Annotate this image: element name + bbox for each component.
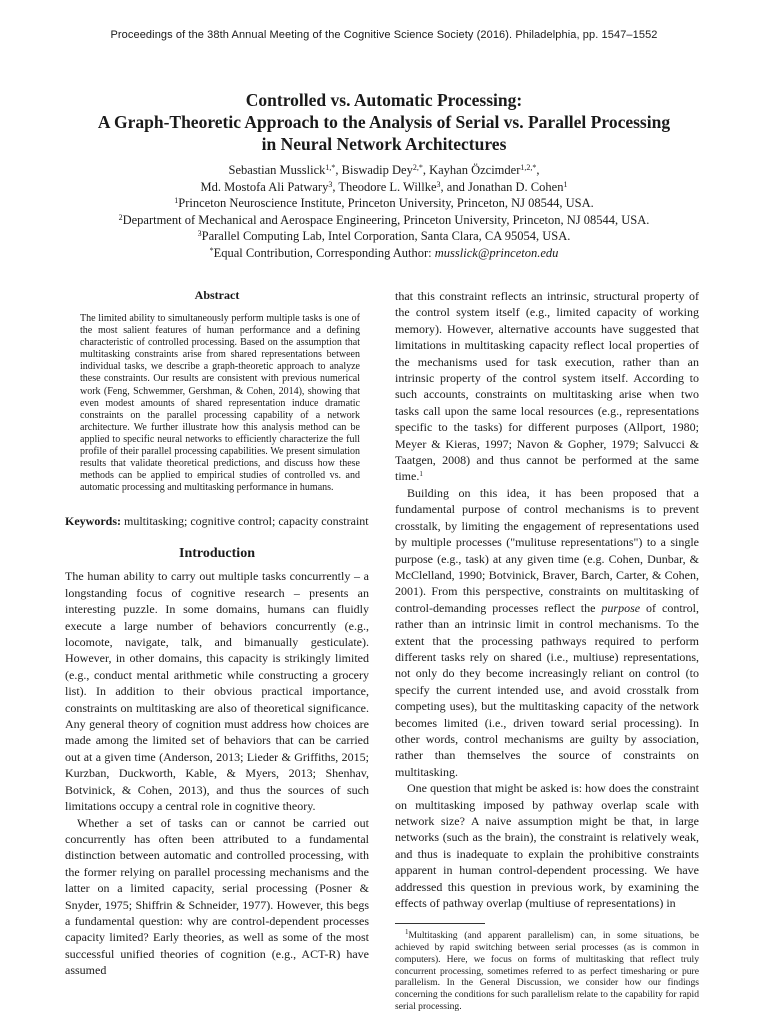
author-block [40,162,728,262]
keywords [65,513,369,529]
footnote [395,930,699,1012]
author-name: Sebastian Musslick [228,163,326,177]
author-name: Md. Mostofa Ali Patwary [200,179,329,194]
paragraph-text: of control, rather than an intrinsic limit in control mechanisms. To the extent that the processing pathways required to perform different tasks rely on shared (i.e., multiuse) representations, not only do they become increasingly reliant on control (to specify the current intended use, and avoid crosstalk from competing uses), but the multitasking capacity of the network becomes limited (i.e., driven toward serial processing). In other words, control mechanisms are guilty by association, rather than themselves the source of constraints on multitasking. [395,600,699,779]
right-column [395,288,699,1012]
affiliation-2 [40,212,728,229]
author-name: , Theodore L. Willke [332,179,437,194]
affiliation-text: Princeton Neuroscience Institute, Princeton University, Princeton, NJ 08544, USA. [178,196,594,211]
affiliation-marker: 3 [197,229,202,239]
abstract-text: The limited ability to simultaneously perform multiple tasks is one of the most salient features of human performance and a defining characteristic of controlled processing. Based on the assumption that multitasking constraints arise from shared representations between individual tasks, we describe a graph-theoretic approach to analyze these constraints. Our results are consistent with previous numerical work (Feng, Schwemmer, Gershman, & Cohen, 2014), showing that even modest amounts of shared representation induce dramatic constraints on the parallel processing capability of a network architecture. We further illustrate how this analysis method can be applied to specific neural networks to efficiently characterize the full profile of their parallel processing capabilities. We present simulation results that validate theoretical predictions, and discuss how these methods can be applied to empirical studies of controlled vs. and automatic processing and multitasking performance in humans. [80,313,360,494]
paragraph-text: Building on this idea, it has been proposed that a fundamental purpose of control mechanisms is to prevent crosstalk, by limiting the engagement of representations used by multiple processes ("mulituse representations") to a single purpose (e.g., task) at any given time (e.g. Cohen, Dunbar, & McClelland, 1990; Botvinick, Braver, Barch, Carter, & Cohen, 2001). From this perspective, constraints on multitasking of control-demanding processes reflect the [395,485,699,615]
corresponding-email: musslick@princeton.edu [434,245,559,260]
footnote-divider [395,923,485,924]
introduction-heading: Introduction [179,546,255,562]
author-affiliation-marker: 1 [563,179,568,189]
equal-contribution-text: Equal Contribution, Corresponding Author: [213,245,435,260]
author-name: , Biswadip Dey [335,163,413,177]
affiliation-marker: 1 [174,196,179,206]
proceedings-header: Proceedings of the 38th Annual Meeting of the Cognitive Science Society (2016). Philadelphia, pp. 1547–1552 [110,29,658,41]
author-line-2 [40,179,728,196]
affiliation-text: Department of Mechanical and Aerospace Engineering, Princeton University, Princeton, NJ 08544, USA. [122,212,650,227]
footnote-marker: 1 [419,470,423,479]
intro-paragraph-3 [395,288,699,485]
author-affiliation-marker: 3 [436,179,441,189]
keywords-text: multitasking; cognitive control; capacity constraint [121,514,369,529]
intro-paragraph-2: Whether a set of tasks can or cannot be carried out concurrently has often been attributed to a fundamental distinction between automatic and controlled processing, with the former relying on parallel processing mechanisms and the latter on a limited capacity, serial processing (Posner & Snyder, 1975; Shiffrin & Schneider, 1977). However, this begs a fundamental question: why are control-dependent processes capacity limited? Early theories, as well as some of the most successful unified theories of cognition (e.g., ACT-R) have assumed [65,815,369,978]
author-affiliation-marker: 2,* [412,163,423,172]
equal-contribution-note [40,245,728,262]
author-affiliation-marker: 1,2,* [520,163,537,172]
author-separator: , [536,163,540,177]
intro-paragraph-4 [395,485,699,780]
keywords-label: Keywords: [65,514,121,529]
affiliation-1 [40,195,728,212]
author-name: , Kayhan Özcimder [422,163,521,177]
affiliation-marker: 2 [118,212,123,222]
abstract-heading: Abstract [194,288,240,302]
footnote-text: Multitasking (and apparent parallelism) can, in some situations, be achieved by rapid switching between serial processes (as is common in computers). Here, we focus on forms of multitasking that reflect truly concurrent processing, sometimes referred to as perfect timesharing or pure parallelism. In the General Discussion, we consider how our findings concerning the conditions for such parallelism relate to the capability for rapid serial processing. [395,930,699,1012]
intro-paragraph-1: The human ability to carry out multiple tasks concurrently – a longstanding focus of cognitive research – presents an interesting puzzle. In some domains, humans can fluidly execute a large number of behaviors concurrently (e.g., locomote, navigate, talk, and bimanually gesticulate). However, in other domains, this capacity is strikingly limited (e.g., conduct mental arithmetic while constructing a grocery list). In addition to their obvious practical importance, constraints on multitasking are also of theoretical significance. Any general theory of cognition must address how choices are made among the limited set of behaviors that can be carried out at a given time (Anderson, 2013; Lieder & Griffiths, 2015; Kurzban, Duckworth, Kable, & Myers, 2013; Shenhav, Botvinick, & Cohen, 2013), and thus the sources of such limitations occupy a central role in cognitive theory. [65,569,369,814]
left-column [65,288,369,979]
affiliation-3 [40,228,728,245]
author-affiliation-marker: 1,* [325,163,336,172]
emphasized-word: purpose [601,600,641,615]
equal-contribution-marker: * [209,245,214,255]
paper-title [40,89,728,155]
author-line-1 [40,162,728,179]
affiliation-text: Parallel Computing Lab, Intel Corporation, Santa Clara, CA 95054, USA. [201,229,571,244]
author-name: , and Jonathan D. Cohen [440,179,564,194]
title-line-1: Controlled vs. Automatic Processing: [245,90,523,110]
author-affiliation-marker: 3 [328,179,333,189]
title-line-2: A Graph-Theoretic Approach to the Analysis of Serial vs. Parallel Processing [97,112,671,132]
paragraph-text: that this constraint reflects an intrinsic, structural property of the control system itself (e.g., limited capacity of working memory). However, alternative accounts have suggested that limitations in multitasking capacity reflect local properties of the mechanisms used for task execution, rather than an intrinsic property of the control system itself. According to such accounts, constraints on multitasking arise when two tasks call upon the same local resources (e.g., representations specific to the tasks) for different purposes (Allport, 1980; Meyer & Kieras, 1997; Navon & Gopher, 1979; Salvucci & Taatgen, 2008) and thus cannot be performed at the same time. [395,289,699,484]
intro-paragraph-5: One question that might be asked is: how does the constraint on multitasking imposed by pathway overlap scale with network size? A naive assumption might be that, in large networks (such as the brain), the constraint is relatively weak, and thus is inadequate to explain the prohibitive constraints apparent in human control-dependent processing. We have addressed this question in previous work, by examining the effects of pathway overlap (multiuse of representations) in [395,781,699,911]
title-line-3: in Neural Network Architectures [261,134,507,154]
footnote-number: 1 [405,928,409,937]
